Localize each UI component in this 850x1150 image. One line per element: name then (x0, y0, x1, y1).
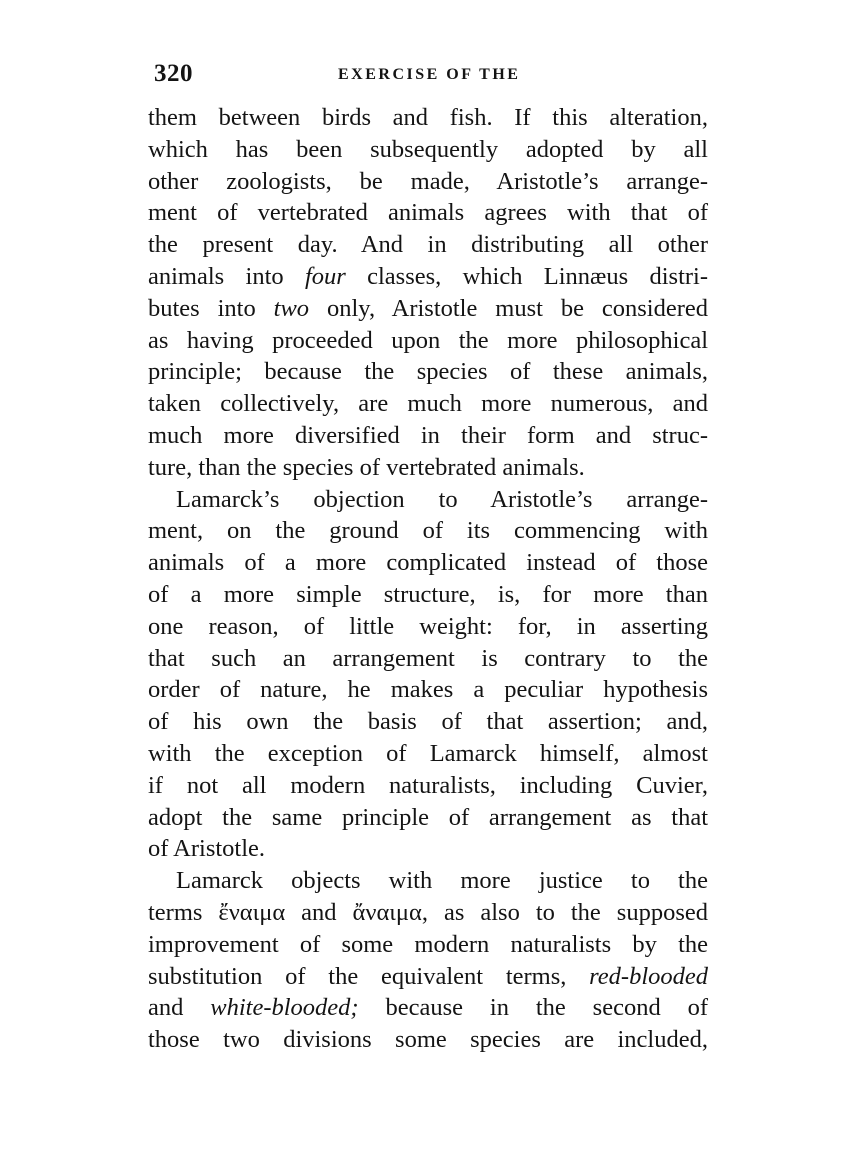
text-line: taken collectively, are much more numerous, and (148, 390, 708, 418)
text-line: of Aristotle. (148, 835, 266, 863)
text-line: improvement of some modern naturalists by the (148, 930, 708, 958)
text-line: the present day. And in distributing all other (148, 231, 708, 259)
text-line: animals of a more complicated instead of those (148, 549, 708, 577)
body-text (148, 102, 708, 1056)
text-line: other zoologists, be made, Aristotle’s arrange- (148, 167, 708, 195)
text-line: one reason, of little weight: for, in asserting (148, 612, 708, 640)
text-line: ture, than the species of vertebrated animals. (148, 453, 585, 481)
text-line: butes into two only, Aristotle must be considered (148, 294, 708, 322)
text-line: adopt the same principle of arrangement as that (148, 803, 708, 831)
text-line: substitution of the equivalent terms, red-blooded (148, 962, 708, 990)
text-line: those two divisions some species are included, (148, 1026, 708, 1054)
text-line: and white-blooded; because in the second of (148, 994, 708, 1022)
text-line: which has been subsequently adopted by all (148, 135, 708, 163)
text-line: Lamarck’s objection to Aristotle’s arrange- (176, 485, 708, 513)
text-line: as having proceeded upon the more philosophical (148, 326, 708, 354)
italic-word: two (273, 294, 310, 322)
page-number: 320 (154, 60, 193, 87)
text-line: of his own the basis of that assertion; and, (148, 708, 708, 736)
text-line: Lamarck objects with more justice to the (176, 867, 708, 895)
text-line: that such an arrangement is contrary to the (148, 644, 708, 672)
paragraph (148, 484, 708, 866)
running-title: EXERCISE OF THE (338, 66, 521, 83)
text-line: much more diversified in their form and struc- (148, 421, 708, 449)
text-line: principle; because the species of these animals, (148, 358, 708, 386)
text-line: order of nature, he makes a peculiar hypothesis (148, 676, 708, 704)
running-head (148, 60, 704, 92)
paragraph (148, 865, 708, 1056)
text-line: ment, on the ground of its commencing with (148, 517, 708, 545)
text-line: animals into four classes, which Linnæus distri- (148, 262, 708, 290)
italic-word: four (304, 262, 346, 290)
text-line: with the exception of Lamarck himself, almost (148, 739, 708, 767)
text-line: them between birds and fish. If this alteration, (148, 104, 708, 131)
italic-word: red-blooded (589, 962, 708, 990)
text-line: ment of vertebrated animals agrees with that of (148, 199, 708, 227)
paragraph (148, 102, 708, 484)
text-line: terms ἔναιμα and ἄναιμα, as also to the supposed (148, 898, 708, 926)
text-line: if not all modern naturalists, including Cuvier, (148, 771, 708, 799)
text-line: of a more simple structure, is, for more than (148, 580, 708, 608)
italic-word: white-blooded; (210, 994, 359, 1022)
